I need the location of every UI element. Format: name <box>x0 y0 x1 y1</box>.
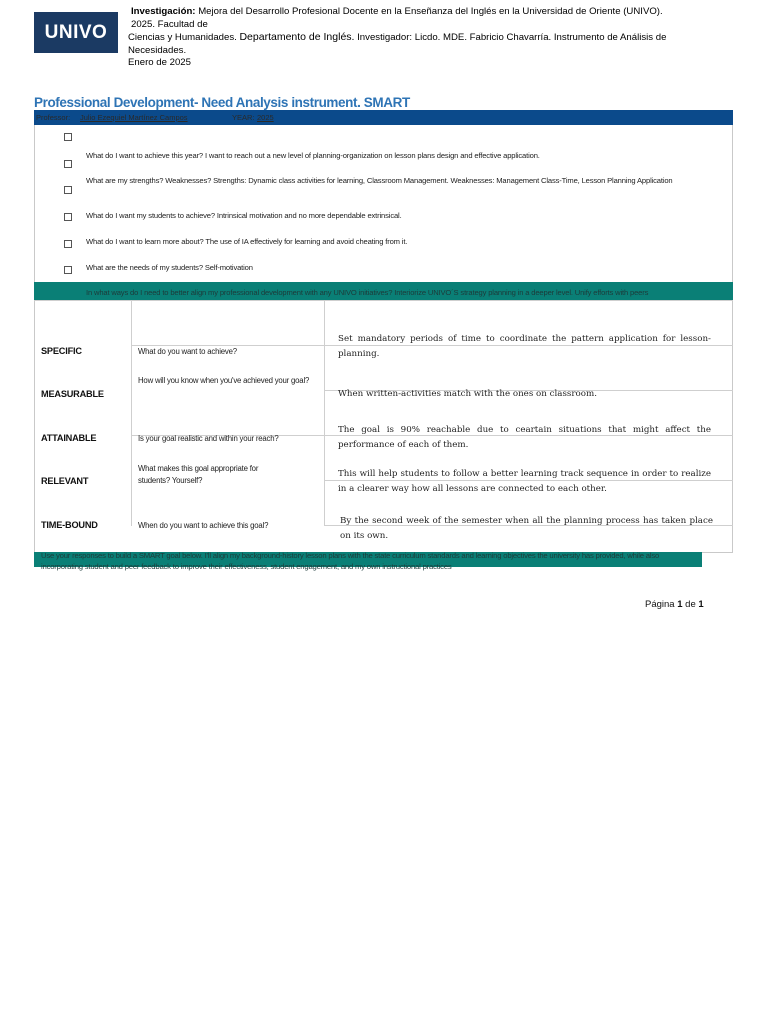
checkbox[interactable] <box>64 133 72 141</box>
pagina-label: Página <box>645 599 675 610</box>
researcher-info: Investigador: Licdo. MDE. Fabricio Chavarría. Instrumento de Análisis de <box>357 32 667 43</box>
table-border <box>34 300 733 301</box>
current-page: 1 <box>677 599 683 610</box>
research-date: Enero de 2025 <box>128 57 191 68</box>
year-label: YEAR: <box>232 113 255 122</box>
faculty-name: Ciencias y Humanidades. <box>128 32 237 43</box>
professor-bar <box>34 110 733 125</box>
smart-label-relevant: RELEVANT <box>41 476 89 486</box>
page-number <box>645 599 704 610</box>
investigacion-label: Investigación: <box>131 6 196 17</box>
de-label: de <box>685 599 696 610</box>
total-pages: 1 <box>698 599 704 610</box>
question-text: What do I want my students to achieve? Intrinsical motivation and no more dependable extrinsical. <box>86 211 402 220</box>
smart-answer-relevant: This will help students to follow a better learning track sequence in order to realize in a clearer way how all lessons are connected to each other. <box>338 469 711 494</box>
question-text: What are my strengths? Weaknesses? Strengths: Dynamic class activities for learning, Classroom Management. Weaknesses: Management Class-Time, Lesson Planning Application <box>86 176 673 185</box>
smart-answer-specific: Set mandatory periods of time to coordinate the pattern application for lesson-planning. <box>338 334 711 359</box>
smart-goal-text: Use your responses to build a SMART goal below. I'll align my background-history lesson plans with the state curriculum standards and learning objectives the university has provided, while also incorporating student and peer feedback to improve their effectiveness, student engagement, and my own instructional practices <box>41 551 660 571</box>
professor-name: Julio Ezequiel Martínez Campos <box>80 113 188 122</box>
smart-answer-timebound: By the second week of the semester when all the planning process has taken place on its own. <box>340 516 713 541</box>
alignment-text: In what ways do I need to better align my professional development with any UNIVO initiatives? Interiorize UNIVO´S strategy planning in a deeper level. Unify efforts with peers <box>86 288 649 297</box>
smart-label-measurable: MEASURABLE <box>41 389 104 399</box>
table-divider <box>324 300 325 526</box>
checkbox[interactable] <box>64 186 72 194</box>
table-divider <box>131 300 132 526</box>
question-text: What do I want to achieve this year? I want to reach out a new level of planning-organization on lesson plans design and effective application. <box>86 151 540 160</box>
smart-prompt-specific: What do you want to achieve? <box>138 347 237 356</box>
alignment-bar <box>34 282 733 300</box>
smart-prompt-timebound: When do you want to achieve this goal? <box>138 521 269 530</box>
checkbox[interactable] <box>64 240 72 248</box>
univo-logo: UNIVO <box>34 12 118 53</box>
instrument-name: Necesidades. <box>128 44 187 56</box>
document-title: Professional Development- Need Analysis instrument. SMART <box>34 95 410 110</box>
research-header <box>128 6 718 70</box>
year-value: 2025 <box>257 113 274 122</box>
smart-label-specific: SPECIFIC <box>41 346 82 356</box>
checkbox[interactable] <box>64 266 72 274</box>
checkbox[interactable] <box>64 213 72 221</box>
question-text: What are the needs of my students? Self-motivation <box>86 263 253 272</box>
smart-prompt-attainable: Is your goal realistic and within your reach? <box>138 434 279 443</box>
smart-label-attainable: ATTAINABLE <box>41 433 97 443</box>
smart-prompt-measurable: How will you know when you've achieved your goal? <box>138 376 310 385</box>
research-year-faculty: 2025. Facultad de <box>131 18 208 30</box>
professor-label: Professor: <box>36 113 71 122</box>
smart-answer-attainable: The goal is 90% reachable due to ceartain situations that might affect the performance of each of them. <box>338 425 711 450</box>
research-title: Mejora del Desarrollo Profesional Docente en la Enseñanza del Inglés en la Universidad de Oriente (UNIVO). <box>198 6 663 17</box>
smart-label-timebound: TIME-BOUND <box>41 520 98 530</box>
department-name: Departamento de Inglés. <box>239 31 355 43</box>
smart-answer-measurable: When written-activities match with the ones on classroom. <box>338 389 597 399</box>
checkbox[interactable] <box>64 160 72 168</box>
smart-prompt-relevant: What makes this goal appropriate for students? Yourself? <box>138 464 259 485</box>
question-text: What do I want to learn more about? The use of IA effectively for learning and avoid cheating from it. <box>86 237 408 246</box>
